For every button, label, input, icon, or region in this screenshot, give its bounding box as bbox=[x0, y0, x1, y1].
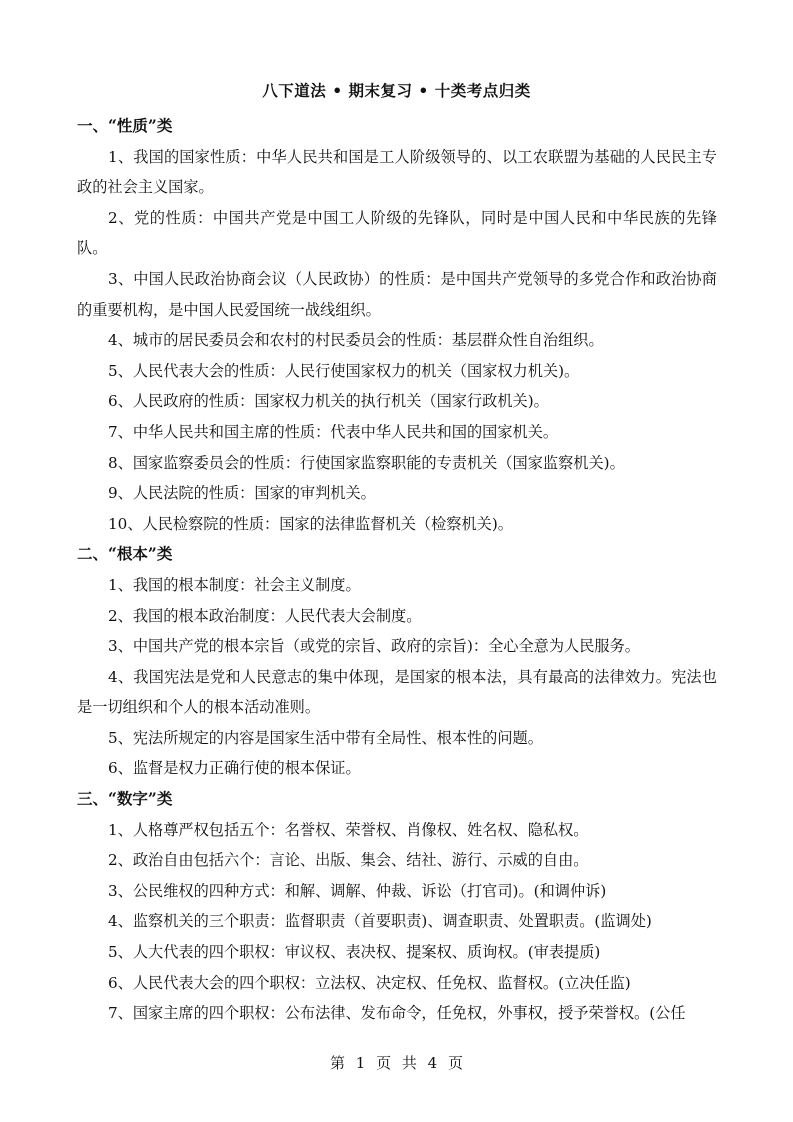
list-item: 10、人民检察院的性质：国家的法律监督机关（检察机关)。 bbox=[108, 514, 513, 533]
list-item: 8、国家监察委员会的性质：行使国家监察职能的专责机关（国家监察机关)。 bbox=[108, 453, 625, 472]
list-item: 1、我国的根本制度：社会主义制度。 bbox=[108, 575, 361, 594]
list-item: 7、国家主席的四个职权：公布法律、发布命令，任免权，外事权，授予荣誉权。(公任 bbox=[108, 1004, 686, 1023]
list-item: 3、公民维权的四种方式：和解、调解、仲裁、诉讼（打官司)。(和调仲诉) bbox=[108, 881, 607, 900]
section-heading-numbers: 三、“数字”类 bbox=[77, 789, 173, 809]
list-item: 4、我国宪法是党和人民意志的集中体现，是国家的根本法，具有最高的法律效力。宪法也是一切组织和个人的根本活动准则。 bbox=[77, 667, 717, 717]
list-item: 7、中华人民共和国主席的性质：代表中华人民共和国的国家机关。 bbox=[108, 422, 559, 441]
list-item: 1、人格尊严权包括五个：名誉权、荣誉权、肖像权、姓名权、隐私权。 bbox=[108, 820, 589, 839]
list-item: 6、人民政府的性质：国家权力机关的执行机关（国家行政机关)。 bbox=[108, 392, 549, 411]
list-item: 1、我国的国家性质：中华人民共和国是工人阶级领导的、以工农联盟为基础的人民民主专政的社会主义国家。 bbox=[77, 147, 717, 197]
document-title: 八下道法 • 期末复习 • 十类考点归类 bbox=[262, 81, 531, 100]
list-item: 3、中国人民政治协商会议（人民政协）的性质：是中国共产党领导的多党合作和政治协商的重要机构，是中国人民爱国统一战线组织。 bbox=[77, 269, 717, 319]
list-item: 6、人民代表大会的四个职权：立法权、决定权、任免权、监督权。(立决任监) bbox=[108, 973, 631, 992]
list-item: 5、宪法所规定的内容是国家生活中带有全局性、根本性的问题。 bbox=[108, 728, 543, 747]
list-item: 4、监察机关的三个职责：监督职责（首要职责)、调查职责、处置职责。(监调处) bbox=[108, 912, 652, 931]
page-number-footer: 第 1 页 共 4 页 bbox=[330, 1054, 463, 1072]
list-item: 2、我国的根本政治制度：人民代表大会制度。 bbox=[108, 606, 422, 625]
document-body bbox=[77, 111, 717, 1029]
list-item: 2、政治自由包括六个：言论、出版、集会、结社、游行、示威的自由。 bbox=[108, 851, 589, 870]
list-item: 3、中国共产党的根本宗旨（或党的宗旨、政府的宗旨)：全心全意为人民服务。 bbox=[108, 637, 640, 656]
section-heading-nature: 一、“性质”类 bbox=[77, 116, 173, 135]
list-item: 6、监督是权力正确行使的根本保证。 bbox=[108, 759, 361, 778]
list-item: 5、人大代表的四个职权：审议权、表决权、提案权、质询权。(审表提质) bbox=[108, 943, 601, 962]
list-item: 2、党的性质：中国共产党是中国工人阶级的先锋队，同时是中国人民和中华民族的先锋队。 bbox=[77, 208, 717, 258]
section-heading-fundamental: 二、“根本”类 bbox=[77, 544, 173, 564]
list-item: 4、城市的居民委员会和农村的村民委员会的性质：基层群众性自治组织。 bbox=[108, 331, 604, 350]
list-item: 5、人民代表大会的性质：人民行使国家权力的机关（国家权力机关)。 bbox=[108, 361, 580, 380]
list-item: 9、人民法院的性质：国家的审判机关。 bbox=[108, 484, 376, 503]
